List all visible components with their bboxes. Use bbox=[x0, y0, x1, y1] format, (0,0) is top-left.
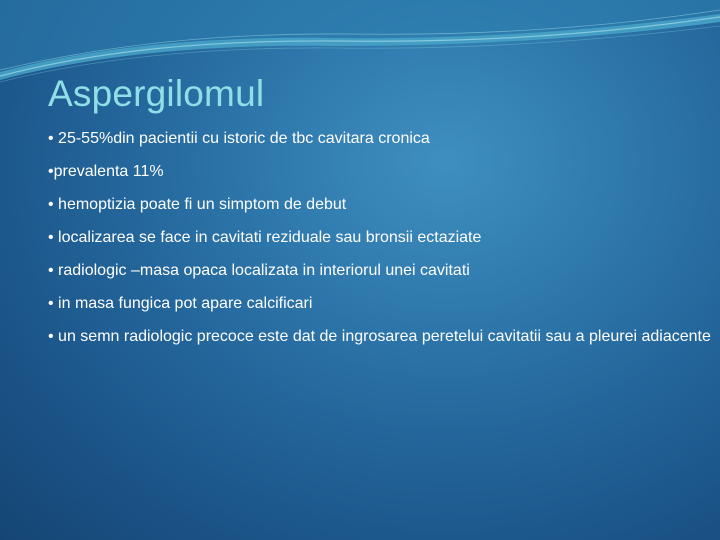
bullet-item: • in masa fungica pot apare calcificari bbox=[48, 295, 313, 312]
slide-title: Aspergilomul bbox=[48, 73, 265, 114]
bullet-item: • localizarea se face in cavitati reziduale sau bronsii ectaziate bbox=[48, 229, 482, 246]
bullet-item: • hemoptizia poate fi un simptom de debut bbox=[48, 196, 347, 213]
bullet-item: • 25-55%din pacientii cu istoric de tbc cavitara cronica bbox=[48, 130, 430, 147]
bullet-item: •prevalenta 11% bbox=[48, 163, 164, 180]
bullet-item: • radiologic –masa opaca localizata in interiorul unei cavitati bbox=[48, 262, 470, 279]
bullet-item: • un semn radiologic precoce este dat de ingrosarea peretelui cavitatii sau a pleurei adiacente bbox=[48, 328, 711, 345]
bullet-list bbox=[48, 129, 716, 360]
